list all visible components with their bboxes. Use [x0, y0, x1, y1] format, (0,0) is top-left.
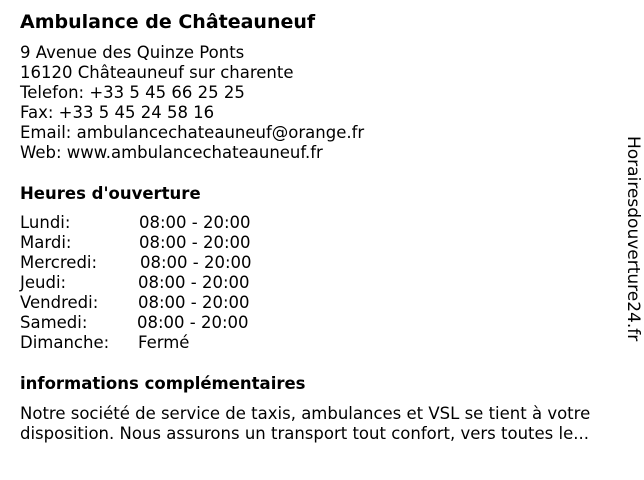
description-line: Notre société de service de taxis, ambulances et VSL se tient à votre: [20, 404, 591, 423]
hours-row-lundi: [20, 213, 320, 233]
opening-hours-heading: Heures d'ouverture: [20, 184, 201, 203]
hours-row-mercredi: [20, 253, 320, 273]
day-hours: 08:00 - 20:00: [138, 293, 250, 312]
site-watermark: Horairesdouverture24.fr: [623, 136, 643, 342]
contact-block: [20, 43, 364, 163]
day-label: Mercredi:: [20, 253, 98, 272]
address-street: 9 Avenue des Quinze Ponts: [20, 43, 245, 62]
day-label: Samedi:: [20, 313, 88, 332]
hours-row-dimanche: [20, 333, 320, 353]
day-hours: 08:00 - 20:00: [139, 213, 251, 232]
fax-number: Fax: +33 5 45 24 58 16: [20, 103, 215, 122]
business-name: Ambulance de Châteauneuf: [20, 11, 316, 33]
hours-row-mardi: [20, 233, 320, 253]
day-label: Mardi:: [20, 233, 72, 252]
email-address: Email: ambulancechateauneuf@orange.fr: [20, 123, 365, 142]
day-hours: 08:00 - 20:00: [139, 233, 251, 252]
day-label: Vendredi:: [20, 293, 99, 312]
day-label: Jeudi:: [20, 273, 67, 292]
additional-info-heading: informations complémentaires: [20, 374, 306, 393]
description-line: disposition. Nous assurons un transport tout confort, vers toutes le...: [20, 424, 589, 443]
hours-row-vendredi: [20, 293, 320, 313]
day-label: Dimanche:: [20, 333, 110, 352]
day-hours: 08:00 - 20:00: [137, 313, 249, 332]
additional-info-text: [20, 404, 626, 444]
opening-hours-table: [20, 213, 320, 353]
day-hours: Fermé: [138, 333, 190, 352]
day-hours: 08:00 - 20:00: [138, 273, 250, 292]
day-label: Lundi:: [20, 213, 71, 232]
hours-row-samedi: [20, 313, 320, 333]
phone-number: Telefon: +33 5 45 66 25 25: [20, 83, 245, 102]
address-city: 16120 Châteauneuf sur charente: [20, 63, 294, 82]
day-hours: 08:00 - 20:00: [140, 253, 252, 272]
hours-row-jeudi: [20, 273, 320, 293]
website-address: Web: www.ambulancechateauneuf.fr: [20, 143, 323, 162]
